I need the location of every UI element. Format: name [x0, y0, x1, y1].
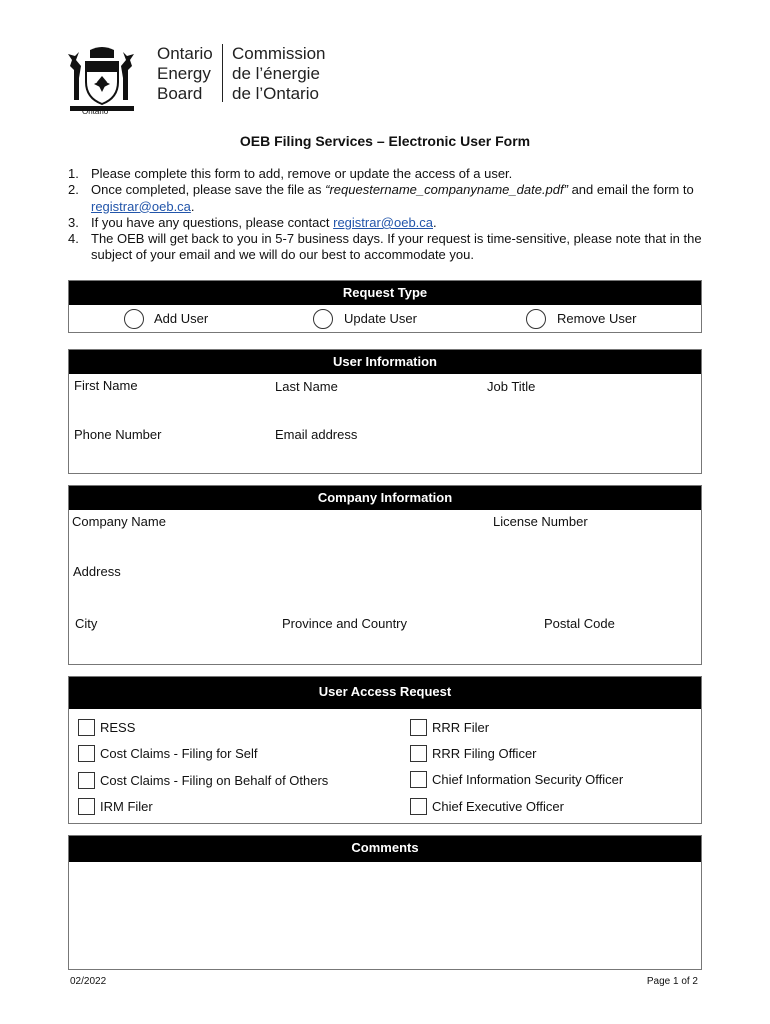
instruction-text: .	[433, 214, 437, 230]
logo-caption: Ontario	[82, 107, 109, 116]
company-name-field[interactable]: Company Name	[72, 514, 166, 529]
instruction-text: If you have any questions, please contact	[91, 214, 334, 230]
ciso-label: Chief Information Security Officer	[432, 772, 624, 787]
instruction-text: .	[190, 198, 195, 214]
comments-heading: Comments	[69, 836, 701, 862]
province-country-field[interactable]: Province and Country	[282, 616, 408, 631]
registrar-email-link[interactable]: registrar@oeb.ca	[91, 198, 191, 214]
request-type-heading: Request Type	[69, 281, 701, 305]
user-information-heading: User Information	[69, 350, 701, 374]
org-fr-line: Commission	[232, 44, 326, 63]
comments-section	[68, 835, 702, 970]
ceo-label: Chief Executive Officer	[432, 799, 564, 814]
company-information-heading: Company Information	[69, 486, 701, 510]
file-name-format: “requestername_companyname_date.pdf”	[325, 182, 568, 198]
form-title: OEB Filing Services – Electronic User Form	[239, 133, 531, 149]
add-user-label: Add User	[154, 311, 209, 326]
user-information-section	[68, 349, 702, 474]
instruction-text: Once completed, please save the file as	[91, 182, 326, 198]
email-address-field[interactable]: Email address	[275, 427, 358, 442]
postal-code-field[interactable]: Postal Code	[544, 616, 615, 631]
org-en-line: Board	[157, 84, 203, 103]
instruction-text: The OEB will get back to you in 5-7 business days. If your request is time-sensitive, please note that in the subject of your email and we will do our best to accommodate you.	[91, 231, 702, 263]
update-user-radio[interactable]	[313, 309, 333, 329]
irm-filer-checkbox[interactable]	[78, 798, 95, 815]
cost-claims-others-label: Cost Claims - Filing on Behalf of Others	[100, 773, 329, 788]
instruction-number: 3.	[68, 214, 79, 230]
form-revision-date: 02/2022	[70, 976, 107, 987]
header-divider	[222, 44, 223, 102]
first-name-field[interactable]: First Name	[74, 378, 138, 393]
instruction-text: Please complete this form to add, remove or update the access of a user.	[91, 166, 513, 181]
comments-textarea[interactable]	[69, 862, 701, 969]
request-type-section	[68, 280, 702, 333]
org-name-fr	[232, 44, 326, 104]
org-fr-line: de l’énergie	[232, 64, 320, 83]
org-en-line: Ontario	[157, 44, 213, 63]
org-name-en	[157, 44, 213, 104]
rrr-filer-label: RRR Filer	[432, 720, 490, 735]
remove-user-radio[interactable]	[526, 309, 546, 329]
ceo-checkbox[interactable]	[410, 798, 427, 815]
instruction-item	[68, 182, 708, 215]
ciso-checkbox[interactable]	[410, 771, 427, 788]
instruction-item	[68, 215, 708, 231]
city-field[interactable]: City	[75, 616, 98, 631]
rrr-filing-officer-checkbox[interactable]	[410, 745, 427, 762]
instructions-list	[68, 166, 708, 264]
instruction-number: 2.	[68, 182, 79, 198]
rrr-filer-checkbox[interactable]	[410, 719, 427, 736]
instruction-number: 4.	[68, 231, 79, 247]
ress-label: RESS	[100, 720, 136, 735]
cost-claims-self-checkbox[interactable]	[78, 745, 95, 762]
company-information-section	[68, 485, 702, 665]
org-en-line: Energy	[157, 64, 211, 83]
add-user-radio[interactable]	[124, 309, 144, 329]
update-user-label: Update User	[344, 311, 417, 326]
address-field[interactable]: Address	[73, 564, 121, 579]
rrr-filing-officer-label: RRR Filing Officer	[432, 746, 537, 761]
irm-filer-label: IRM Filer	[100, 799, 153, 814]
instruction-item	[68, 166, 708, 182]
cost-claims-self-label: Cost Claims - Filing for Self	[100, 746, 258, 761]
last-name-field[interactable]: Last Name	[275, 379, 338, 394]
remove-user-label: Remove User	[557, 311, 637, 326]
registrar-email-link[interactable]: registrar@oeb.ca	[333, 214, 434, 230]
cost-claims-others-checkbox[interactable]	[78, 772, 95, 789]
license-number-field[interactable]: License Number	[493, 514, 588, 529]
instruction-number: 1.	[68, 166, 79, 181]
org-fr-line: de l’Ontario	[232, 84, 319, 103]
job-title-field[interactable]: Job Title	[487, 379, 536, 394]
user-access-request-heading: User Access Request	[69, 677, 701, 709]
user-access-request-section	[68, 676, 702, 824]
phone-number-field[interactable]: Phone Number	[74, 427, 162, 442]
page-number: Page 1 of 2	[646, 976, 698, 987]
instruction-item	[68, 231, 708, 264]
instruction-text: and email the form to	[567, 182, 694, 198]
ress-checkbox[interactable]	[78, 719, 95, 736]
